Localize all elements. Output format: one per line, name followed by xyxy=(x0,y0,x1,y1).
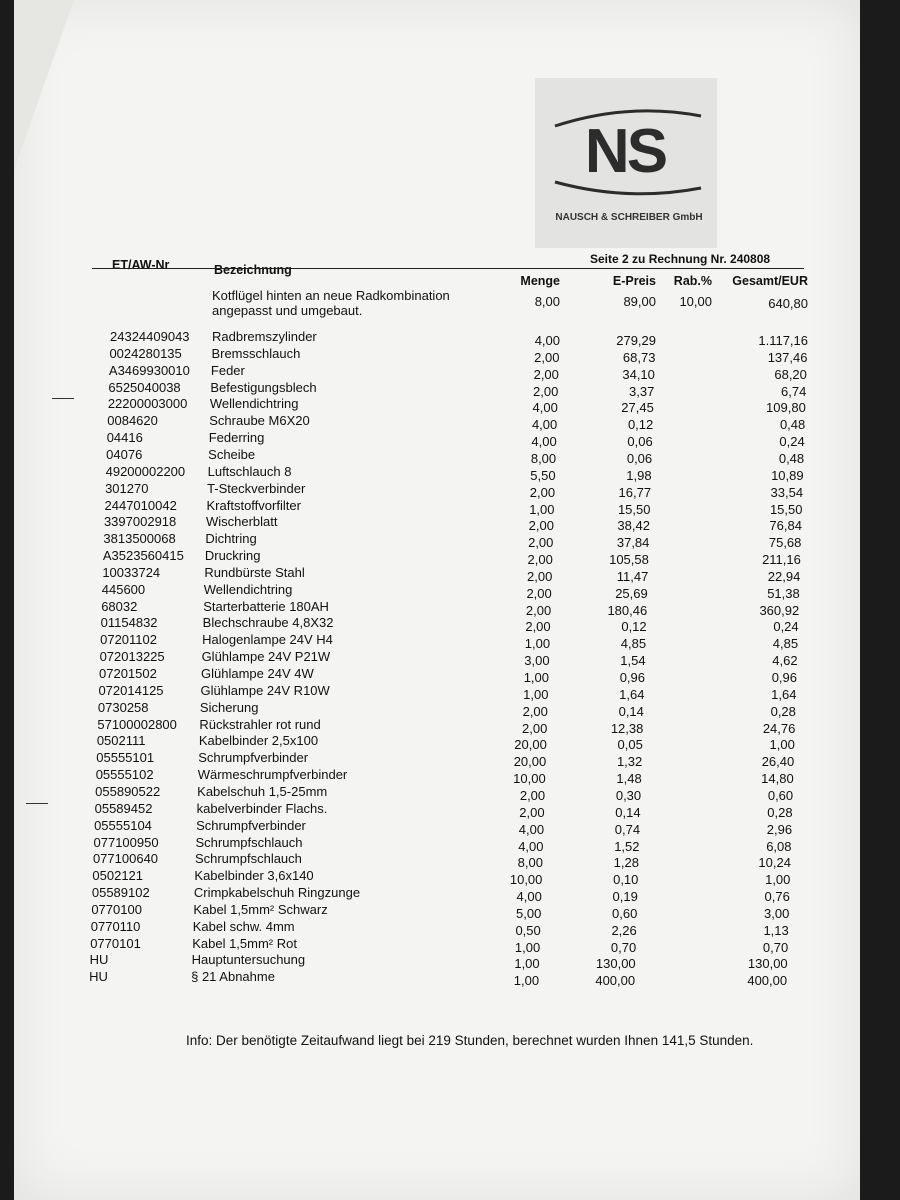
item-unit-price: 130,00 xyxy=(595,956,636,972)
item-quantity: 5,50 xyxy=(530,467,556,483)
table-row xyxy=(0,413,897,431)
table-row xyxy=(0,565,892,583)
item-description: Glühlampe 24V 4W xyxy=(201,666,314,681)
table-row xyxy=(0,733,887,751)
item-quantity: 4,00 xyxy=(531,434,557,450)
item-unit-price: 400,00 xyxy=(595,973,636,989)
item-description: Schrumpfschlauch xyxy=(195,834,303,850)
item-quantity: 5,00 xyxy=(516,905,542,921)
table-row xyxy=(0,952,880,970)
item-description: Glühlampe 24V P21W xyxy=(201,649,331,665)
item-number: 0502121 xyxy=(92,868,144,884)
item-total: 360,92 xyxy=(759,602,800,618)
item-number: 07201102 xyxy=(100,632,157,648)
item-number: 0084620 xyxy=(107,413,158,429)
item-quantity: 1,00 xyxy=(514,956,540,972)
item-unit-price: 1,64 xyxy=(619,686,645,702)
item-total: 1,13 xyxy=(763,922,789,938)
item-total: 10,89 xyxy=(771,467,804,483)
table-row xyxy=(0,430,897,448)
item-number: 05555101 xyxy=(96,750,155,766)
item-description: Kraftstoffvorfilter xyxy=(206,497,301,513)
item-unit-price: 11,47 xyxy=(616,568,649,584)
item-total: 14,80 xyxy=(761,771,794,787)
item-quantity: 2,00 xyxy=(529,484,556,500)
item-number: 05589452 xyxy=(94,800,153,816)
item-number: 077100950 xyxy=(93,834,159,850)
item-total: 76,84 xyxy=(769,518,802,534)
table-row xyxy=(0,683,888,701)
table-row xyxy=(0,548,893,566)
item-quantity: 1,00 xyxy=(523,670,549,685)
item-quantity: 3,00 xyxy=(524,653,550,669)
item-description: Crimpkabelschuh Ringzunge xyxy=(193,885,361,901)
item-description: Kabelbinder 3,6x140 xyxy=(194,868,314,884)
item-unit-price: 1,28 xyxy=(613,855,639,871)
item-quantity: 1,00 xyxy=(513,973,540,989)
item-unit-price: 0,05 xyxy=(617,737,643,753)
item-total: 3,00 xyxy=(764,905,790,921)
item-unit-price: 0,70 xyxy=(610,939,637,955)
item-number: 05555102 xyxy=(95,767,154,783)
item-number: 445600 xyxy=(101,581,146,597)
item-description: T-Steckverbinder xyxy=(207,480,306,496)
logo-bottom-arc-icon xyxy=(553,178,703,198)
invoice-reference: Seite 2 zu Rechnung Nr. 240808 xyxy=(590,252,771,266)
item-total: 0,48 xyxy=(778,450,805,466)
item-total: 15,50 xyxy=(769,501,803,517)
table-row xyxy=(0,514,894,532)
table-row xyxy=(0,919,881,937)
item-description: Kabel schw. 4mm xyxy=(192,918,295,934)
table-row xyxy=(0,885,882,903)
item-total: 68,20 xyxy=(774,366,807,382)
item-unit-price: 0,96 xyxy=(619,670,645,685)
item-unit-price: 15,50 xyxy=(617,501,651,517)
item-description: Radbremszylinder xyxy=(212,329,317,344)
item-description: Wellendichtring xyxy=(209,396,299,412)
item-unit-price: 0,14 xyxy=(618,703,644,719)
table-row xyxy=(0,447,896,465)
item-number: 04076 xyxy=(106,446,143,462)
item-number: 072014125 xyxy=(98,682,164,698)
item-quantity: 2,00 xyxy=(527,568,553,584)
item-unit-price: 0,12 xyxy=(627,417,654,433)
item-description: Dichtring xyxy=(205,531,257,547)
table-row xyxy=(0,868,882,886)
item-unit-price: 34,10 xyxy=(622,366,655,382)
item-quantity: 2,00 xyxy=(525,619,551,635)
item-number: 0770100 xyxy=(91,901,142,917)
item-description: Rückstrahler rot rund xyxy=(199,716,321,732)
col-header-menge: Menge xyxy=(520,274,560,288)
table-row xyxy=(0,329,900,347)
item-unit-price: 38,42 xyxy=(617,518,650,534)
table-row xyxy=(0,380,898,398)
item-unit-price: 105,58 xyxy=(609,552,649,568)
item-quantity: 2,00 xyxy=(522,703,548,719)
item-quantity: 2,00 xyxy=(527,552,553,568)
item-description-line2: angepasst und umgebaut. xyxy=(212,303,363,318)
table-row xyxy=(0,649,890,667)
item-number: 0502111 xyxy=(96,733,146,749)
item-number: 07201502 xyxy=(99,666,157,681)
margin-mark xyxy=(52,398,74,399)
table-row xyxy=(0,902,881,920)
item-description: Kabelbinder 2,5x100 xyxy=(198,733,319,749)
table-row xyxy=(0,936,880,954)
item-description: Federring xyxy=(208,430,265,446)
table-row xyxy=(0,599,891,617)
item-unit-price: 0,60 xyxy=(612,905,638,921)
item-total: 1,64 xyxy=(771,686,797,702)
item-total: 22,94 xyxy=(767,568,801,584)
item-total: 26,40 xyxy=(761,754,795,770)
item-quantity: 20,00 xyxy=(514,737,547,753)
item-number: 072013225 xyxy=(99,649,165,665)
item-total: 10,24 xyxy=(758,855,791,871)
item-total: 400,00 xyxy=(747,973,788,989)
header-divider xyxy=(92,268,804,269)
folded-corner xyxy=(14,0,74,170)
col-header-epreis: E-Preis xyxy=(612,274,656,288)
table-row xyxy=(0,801,885,819)
item-description: Schrumpfschlauch xyxy=(194,851,302,867)
item-number: 68032 xyxy=(101,598,138,614)
item-number: 01154832 xyxy=(100,615,158,631)
table-row xyxy=(0,818,884,836)
item-number: 6525040038 xyxy=(108,379,181,395)
table-row xyxy=(0,784,885,802)
item-description: Feder xyxy=(210,362,245,378)
item-description: Kotflügel hinten an neue Radkombination xyxy=(212,288,450,303)
item-number: 0770101 xyxy=(90,935,141,951)
table-row xyxy=(0,666,889,684)
table-row xyxy=(0,346,899,364)
item-quantity: 2,00 xyxy=(533,366,559,382)
item-unit-price: 1,54 xyxy=(620,653,646,669)
item-description: Luftschlauch 8 xyxy=(207,463,292,479)
item-quantity: 2,00 xyxy=(534,349,560,365)
item-total: 0,24 xyxy=(773,619,799,635)
item-description: Schraube M6X20 xyxy=(209,413,310,429)
item-number: 077100640 xyxy=(92,851,159,867)
item-quantity: 8,00 xyxy=(530,450,557,466)
table-row xyxy=(0,851,883,869)
item-unit-price: 0,06 xyxy=(626,450,653,466)
item-description: Glühlampe 24V R10W xyxy=(200,682,330,698)
item-description: § 21 Abnahme xyxy=(191,969,275,985)
item-total: 130,00 xyxy=(747,956,788,972)
item-total: 2,96 xyxy=(766,821,793,837)
table-row xyxy=(0,632,890,650)
item-quantity: 0,50 xyxy=(515,922,541,938)
item-unit-price: 0,19 xyxy=(612,889,638,905)
col-header-gesamt: Gesamt/EUR xyxy=(732,274,808,288)
item-unit-price: 0,12 xyxy=(621,619,647,635)
table-row xyxy=(0,835,884,853)
item-number: 49200002200 xyxy=(105,463,186,479)
table-row xyxy=(0,531,893,549)
item-quantity: 8,00 xyxy=(534,294,560,309)
item-total: 0,28 xyxy=(770,703,796,719)
item-description: Kabel 1,5mm² Schwarz xyxy=(193,901,328,917)
item-total: 6,74 xyxy=(781,383,807,399)
logo-monogram: NS xyxy=(584,117,666,186)
item-unit-price: 4,85 xyxy=(620,636,647,652)
table-row xyxy=(0,717,887,735)
item-unit-price: 1,52 xyxy=(614,838,640,854)
item-unit-price: 0,06 xyxy=(627,434,653,450)
item-unit-price: 37,84 xyxy=(616,535,650,551)
item-number: 05589102 xyxy=(91,885,150,901)
item-description: Befestigungsblech xyxy=(210,379,317,395)
item-total: 75,68 xyxy=(768,535,802,551)
item-quantity: 2,00 xyxy=(519,787,546,803)
item-total: 0,76 xyxy=(764,889,790,905)
item-description: Wärmeschrumpfverbinder xyxy=(197,767,348,783)
item-number: 2447010042 xyxy=(104,497,177,513)
margin-mark xyxy=(26,803,48,804)
item-total: 33,54 xyxy=(770,484,804,500)
item-description: Rundbürste Stahl xyxy=(204,564,305,580)
item-number: 0770110 xyxy=(90,918,141,934)
item-description: kabelverbinder Flachs. xyxy=(196,800,328,816)
item-description: Wellendichtring xyxy=(203,581,293,597)
item-quantity: 1,00 xyxy=(529,501,555,517)
item-unit-price: 279,29 xyxy=(616,333,656,348)
item-description: Blechschraube 4,8X32 xyxy=(202,615,334,631)
col-header-rabatt: Rab.% xyxy=(673,274,712,288)
item-description: Wischerblatt xyxy=(205,514,278,530)
table-row xyxy=(0,464,896,482)
item-total: 51,38 xyxy=(767,585,800,601)
table-row xyxy=(0,481,895,499)
item-unit-price: 0,30 xyxy=(615,787,642,803)
item-total: 4,85 xyxy=(772,636,799,652)
item-description: Schrumpfverbinder xyxy=(198,750,309,766)
item-quantity: 4,00 xyxy=(518,838,544,854)
item-description: Starterbatterie 180AH xyxy=(203,598,329,614)
item-number: A3469930010 xyxy=(108,362,190,378)
item-number: 57100002800 xyxy=(97,716,177,732)
item-unit-price: 89,00 xyxy=(623,294,656,309)
item-total: 0,60 xyxy=(767,787,794,803)
item-unit-price: 3,37 xyxy=(629,383,655,399)
table-row xyxy=(0,767,886,785)
item-total: 211,16 xyxy=(762,552,801,568)
item-number: 04416 xyxy=(106,430,143,446)
item-quantity: 4,00 xyxy=(532,400,558,416)
table-row xyxy=(0,396,898,414)
item-number: 0024280135 xyxy=(109,345,182,361)
item-total: 24,76 xyxy=(762,720,796,736)
table-row xyxy=(0,969,879,987)
item-number: 3397002918 xyxy=(103,514,177,530)
item-quantity: 2,00 xyxy=(528,518,554,534)
item-number: HU xyxy=(89,952,109,968)
item-number: 10033724 xyxy=(102,564,161,580)
item-unit-price: 1,32 xyxy=(616,754,643,770)
item-number: 05555104 xyxy=(94,817,152,833)
item-description: Scheibe xyxy=(208,446,256,462)
item-number: 24324409043 xyxy=(110,329,190,344)
item-unit-price: 12,38 xyxy=(610,720,644,736)
item-total: 137,46 xyxy=(767,349,808,365)
item-quantity: 4,00 xyxy=(518,821,545,837)
item-total: 1.117,16 xyxy=(758,333,808,348)
company-name: NAUSCH & SCHREIBER GmbH xyxy=(555,212,703,223)
item-description: Kabelschuh 1,5-25mm xyxy=(197,783,328,799)
item-description: Schrumpfverbinder xyxy=(196,817,306,833)
item-description: Hauptuntersuchung xyxy=(191,952,306,968)
item-total: 1,00 xyxy=(765,872,791,888)
item-number: 055890522 xyxy=(95,783,161,799)
item-unit-price: 68,73 xyxy=(622,349,656,365)
item-description: Druckring xyxy=(204,548,261,564)
item-total: 0,70 xyxy=(762,939,789,955)
item-total: 0,24 xyxy=(779,434,805,450)
col-header-nr: ET/AW-Nr xyxy=(112,258,170,272)
col-header-bezeichnung: Bezeichnung xyxy=(214,263,292,277)
item-unit-price: 1,48 xyxy=(616,771,642,787)
item-total: 0,48 xyxy=(779,417,806,433)
item-total: 1,00 xyxy=(769,737,795,753)
item-unit-price: 1,98 xyxy=(626,467,652,483)
item-quantity: 20,00 xyxy=(513,754,547,770)
item-quantity: 10,00 xyxy=(513,771,546,787)
item-quantity: 4,00 xyxy=(531,417,558,433)
item-description: Sicherung xyxy=(199,699,259,715)
table-row xyxy=(0,363,899,381)
company-logo xyxy=(535,78,717,248)
table-row xyxy=(0,700,888,718)
item-quantity: 1,00 xyxy=(524,636,551,652)
item-total: 4,62 xyxy=(772,653,798,669)
item-unit-price: 27,45 xyxy=(621,400,654,416)
item-number: HU xyxy=(89,969,108,985)
item-quantity: 4,00 xyxy=(534,333,560,348)
table-row xyxy=(0,615,891,633)
item-discount: 10,00 xyxy=(679,294,712,309)
item-total: 6,08 xyxy=(766,838,792,854)
item-number: 22200003000 xyxy=(107,396,188,412)
item-description: Halogenlampe 24V H4 xyxy=(202,632,333,648)
item-quantity: 1,00 xyxy=(523,686,549,702)
item-unit-price: 16,77 xyxy=(618,484,652,500)
item-quantity: 8,00 xyxy=(517,855,543,871)
item-total: 0,28 xyxy=(767,804,793,820)
info-note: Info: Der benötigte Zeitaufwand liegt bei 219 Stunden, berechnet wurden Ihnen 141,5 Stunden. xyxy=(186,1033,754,1048)
item-description: Kabel 1,5mm² Rot xyxy=(192,935,297,951)
item-unit-price: 0,14 xyxy=(615,804,641,820)
item-unit-price: 0,74 xyxy=(614,821,641,837)
item-quantity: 2,00 xyxy=(519,804,545,820)
item-unit-price: 2,26 xyxy=(611,922,637,938)
item-number: 3813500068 xyxy=(103,531,176,547)
item-quantity: 4,00 xyxy=(516,889,542,905)
item-quantity: 1,00 xyxy=(514,939,541,955)
item-description: Bremsschlauch xyxy=(211,345,301,361)
item-quantity: 10,00 xyxy=(509,872,543,888)
item-unit-price: 25,69 xyxy=(615,585,648,601)
item-number: A3523560415 xyxy=(102,548,184,564)
item-total: 0,96 xyxy=(771,670,797,685)
item-quantity: 2,00 xyxy=(528,535,554,551)
table-row xyxy=(0,582,892,600)
item-number: 301270 xyxy=(105,480,149,496)
table-row xyxy=(0,750,886,768)
item-unit-price: 0,10 xyxy=(613,872,639,888)
item-quantity: 2,00 xyxy=(526,585,552,601)
item-quantity: 2,00 xyxy=(525,602,552,618)
item-number: 0730258 xyxy=(97,699,149,715)
item-quantity: 2,00 xyxy=(533,383,559,399)
item-unit-price: 180,46 xyxy=(607,602,648,618)
table-row xyxy=(0,498,895,516)
item-quantity: 2,00 xyxy=(522,720,548,736)
item-total: 640,80 xyxy=(768,296,808,311)
item-total: 109,80 xyxy=(766,400,806,416)
